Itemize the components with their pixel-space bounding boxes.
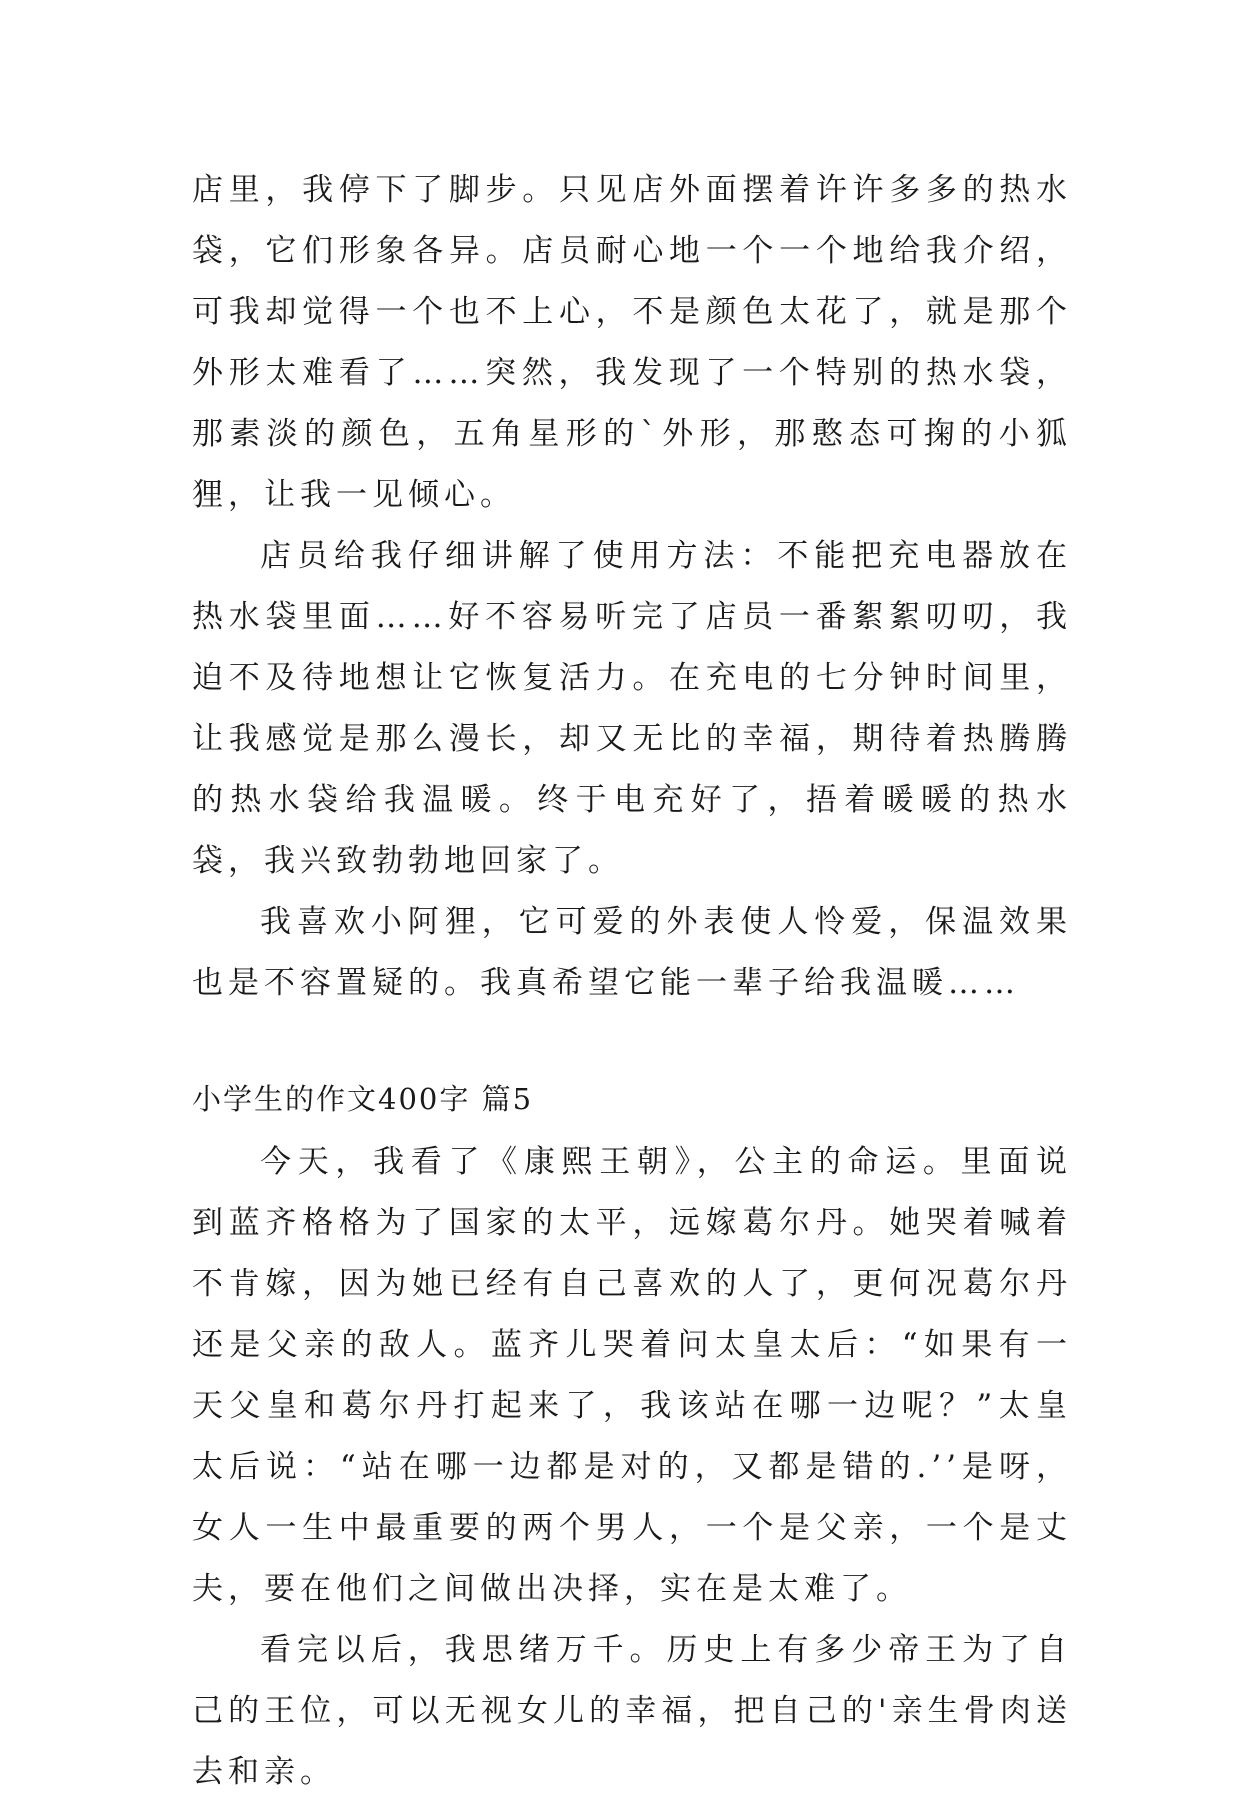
document-body bbox=[192, 160, 1072, 1803]
paragraph-reflection: 看完以后，我思绪万千。历史上有多少帝王为了自己的王位，可以无视女儿的幸福，把自己的'亲生骨肉送去和亲。 bbox=[192, 1632, 1072, 1790]
paragraph-love-for-ali: 我喜欢小阿狸，它可爱的外表使人怜爱，保温效果也是不容置疑的。我真希望它能一辈子给我温暖…… bbox=[192, 904, 1072, 1001]
paragraph-kangxi-dynasty: 今天，我看了《康熙王朝》，公主的命运。里面说到蓝齐格格为了国家的太平，远嫁葛尔丹。她哭着喊着不肯嫁，因为她已经有自己喜欢的人了，更何况葛尔丹还是父亲的敌人。蓝齐儿哭着问太皇太后：“如果有一天父皇和葛尔丹打起来了，我该站在哪一边呢？”太皇太后说：“站在哪一边都是对的，又都是错的.’’是呀，女人一生中最重要的两个男人，一个是父亲，一个是丈夫，要在他们之间做出决择，实在是太难了。 bbox=[192, 1144, 1072, 1607]
paragraph-usage-instructions: 店员给我仔细讲解了使用方法：不能把充电器放在热水袋里面……好不容易听完了店员一番絮絮叨叨，我迫不及待地想让它恢复活力。在充电的七分钟时间里，让我感觉是那么漫长，却又无比的幸福，期待着热腾腾的热水袋给我温暖。终于电充好了，捂着暖暖的热水袋，我兴致勃勃地回家了。 bbox=[192, 538, 1072, 879]
paragraph-hot-water-bag-shop: 店里，我停下了脚步。只见店外面摆着许许多多的热水袋，它们形象各异。店员耐心地一个一个地给我介绍，可我却觉得一个也不上心，不是颜色太花了，就是那个外形太难看了……突然，我发现了一个特别的热水袋，那素淡的颜色，五角星形的`外形，那憨态可掬的小狐狸，让我一见倾心。 bbox=[192, 172, 1072, 513]
section-heading: 小学生的作文400字 篇5 bbox=[192, 1082, 534, 1116]
